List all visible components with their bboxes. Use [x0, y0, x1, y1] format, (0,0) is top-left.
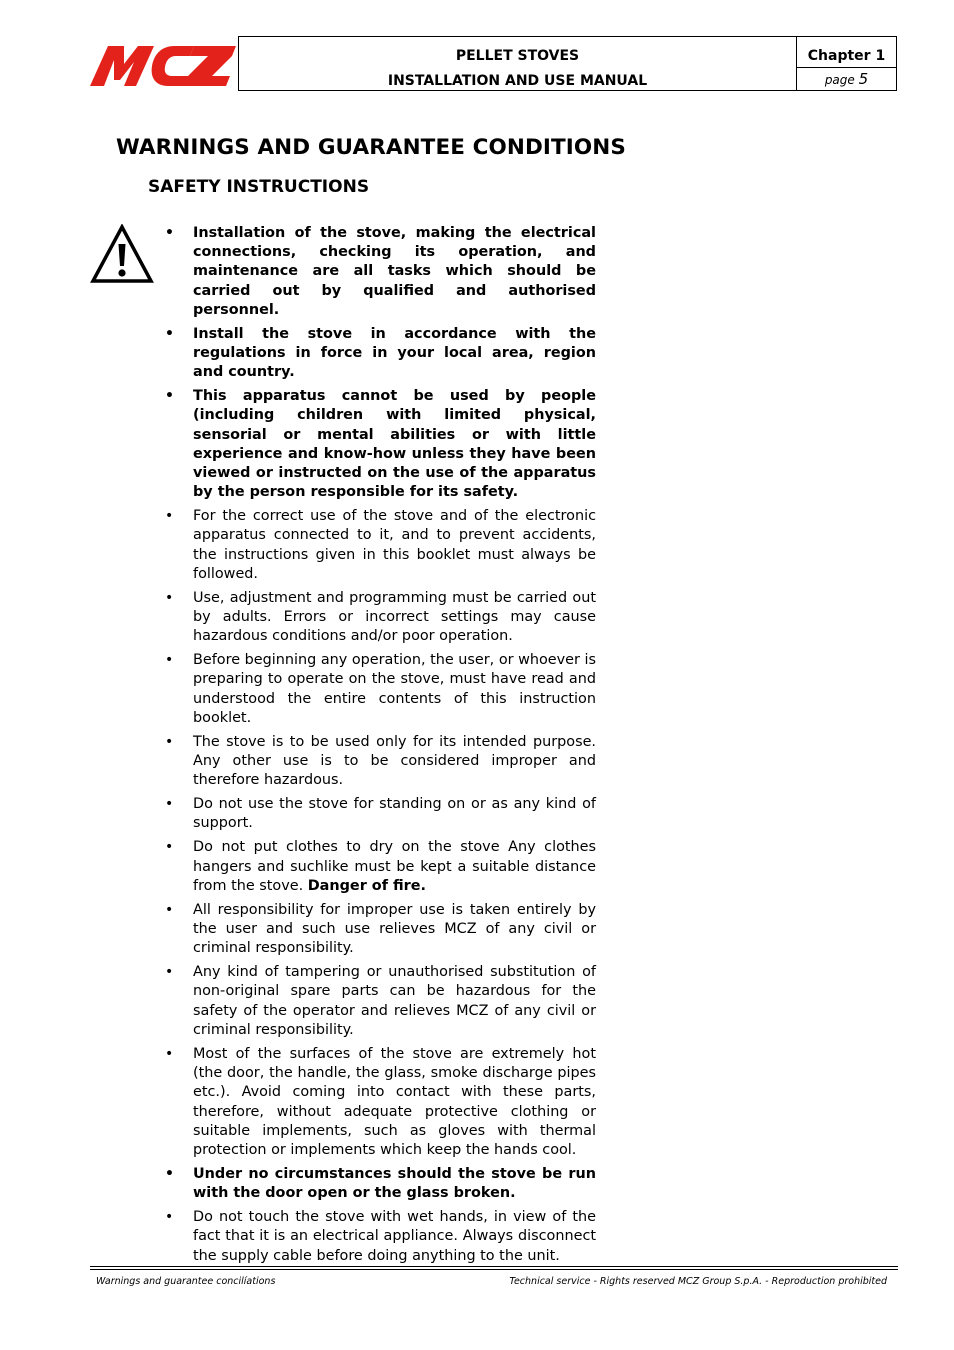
list-item-body: Use, adjustment and programming must be carried out by adults. Errors or incorrect settings may cause hazardous conditions and/or poor operation. — [193, 589, 596, 645]
list-item — [165, 963, 596, 1040]
list-item-text — [193, 507, 596, 584]
bullet: • — [165, 1209, 174, 1226]
page-number: 5 — [858, 70, 869, 88]
header-box — [238, 36, 897, 91]
bullet: • — [165, 901, 174, 918]
list-item — [165, 589, 596, 647]
list-item-text — [193, 387, 596, 502]
bullet: • — [165, 1165, 174, 1182]
list-item-body: Under no circumstances should the stove be run with the door open or the glass broken. — [193, 1165, 596, 1202]
warning-triangle-icon — [90, 224, 154, 284]
list-item-text — [193, 224, 596, 320]
list-item-body: Do not touch the stove with wet hands, in view of the fact that it is an electrical appliance. Always disconnect the supply cable before doing anything to the unit. — [193, 1209, 596, 1264]
page-label: page — [824, 73, 855, 87]
bullet: • — [165, 388, 174, 405]
list-item — [165, 1208, 596, 1266]
bullet: • — [165, 325, 174, 342]
list-item-body: All responsibility for improper use is taken entirely by the user and such use relieves MCZ of any civil or criminal responsibility. — [193, 901, 596, 957]
list-item-text — [193, 963, 596, 1040]
bullet: • — [165, 839, 174, 856]
list-item — [165, 1045, 596, 1160]
page-title: WARNINGS AND GUARANTEE CONDITIONS — [116, 135, 626, 160]
list-item — [165, 224, 596, 320]
list-item-body: Do not put clothes to dry on the stove Any clothes hangers and suchlike must be kept a suitable distance from the stove. — [193, 839, 596, 894]
mcz-logo — [90, 42, 236, 88]
header-title-line1: PELLET STOVES — [455, 48, 580, 64]
list-item-emphasis: Danger of fire. — [307, 877, 426, 894]
bullet: • — [165, 1045, 174, 1062]
list-item-body: Any kind of tampering or unauthorised substitution of non-original spare parts can be hazardous for the safety of the operator and relieves MCZ of any civil or criminal responsibility. — [193, 964, 596, 1038]
header-title-line2: INSTALLATION AND USE MANUAL — [387, 73, 648, 89]
list-item-text — [193, 1165, 596, 1203]
header-chapter-cell — [797, 37, 896, 90]
list-item — [165, 901, 596, 959]
bullet: • — [165, 652, 174, 669]
section-title: SAFETY INSTRUCTIONS — [148, 177, 370, 197]
list-item-text — [193, 733, 596, 791]
list-item — [165, 325, 596, 383]
bullet: • — [165, 225, 174, 241]
list-item-body: Installation of the stove, making the electrical connections, checking its operation, and maintenance are all tasks which should be carried out by qualified and authorised personnel. — [193, 225, 596, 318]
list-item-text — [193, 901, 596, 959]
list-item — [165, 507, 596, 584]
footer-rights-notice: Technical service - Rights reserved MCZ Group S.p.A. - Reproduction prohibited — [509, 1276, 887, 1287]
bullet: • — [165, 964, 174, 981]
list-item-text — [193, 1208, 596, 1266]
list-item-body: Install the stove in accordance with the regulations in force in your local area, region and country. — [193, 325, 596, 381]
list-item-body: Before beginning any operation, the user, or whoever is preparing to operate on the stove, must have read and understood the entire contents of this instruction booklet. — [193, 652, 597, 726]
header-title-cell — [239, 37, 797, 90]
bullet: • — [165, 733, 174, 750]
list-item-body: For the correct use of the stove and of the electronic apparatus connected to it, and to prevent accidents, the instructions given in this booklet must always be followed. — [193, 508, 596, 582]
list-item-text — [193, 838, 596, 896]
list-item-body: Do not use the stove for standing on or as any kind of support. — [193, 796, 596, 832]
list-item — [165, 838, 596, 896]
chapter-label: Chapter 1 — [797, 37, 896, 68]
list-item-text — [193, 1045, 596, 1160]
list-item-body: Most of the surfaces of the stove are extremely hot (the door, the handle, the glass, smoke discharge pipes etc.). Avoid coming into contact with these parts, therefore, without adequate protective clothing or suitable implements, such as gloves with thermal protection or implements which keep the hands cool. — [193, 1045, 596, 1158]
bullet: • — [165, 508, 174, 525]
list-item-body: This apparatus cannot be used by people (including children with limited physical, sensorial or mental abilities or with little experience and know-how unless they have been viewed or instructed on the use of the apparatus by the person responsible for its safety. — [193, 388, 596, 501]
list-item-text — [193, 325, 596, 383]
footer-section-name: Warnings and guarantee concilíations — [96, 1276, 276, 1287]
bullet: • — [165, 796, 174, 813]
page-indicator — [797, 68, 896, 90]
safety-instructions-list — [165, 224, 596, 1271]
bullet: • — [165, 589, 174, 606]
list-item-text — [193, 795, 596, 833]
list-item — [165, 651, 596, 728]
footer-rule — [90, 1266, 898, 1267]
list-item-text — [193, 589, 596, 647]
list-item — [165, 733, 596, 791]
list-item-text — [193, 651, 596, 728]
footer-rule-secondary — [90, 1269, 898, 1270]
list-item — [165, 795, 596, 833]
list-item — [165, 1165, 596, 1203]
list-item — [165, 387, 596, 502]
list-item-body: The stove is to be used only for its intended purpose. Any other use is to be considered improper and therefore hazardous. — [193, 733, 596, 789]
